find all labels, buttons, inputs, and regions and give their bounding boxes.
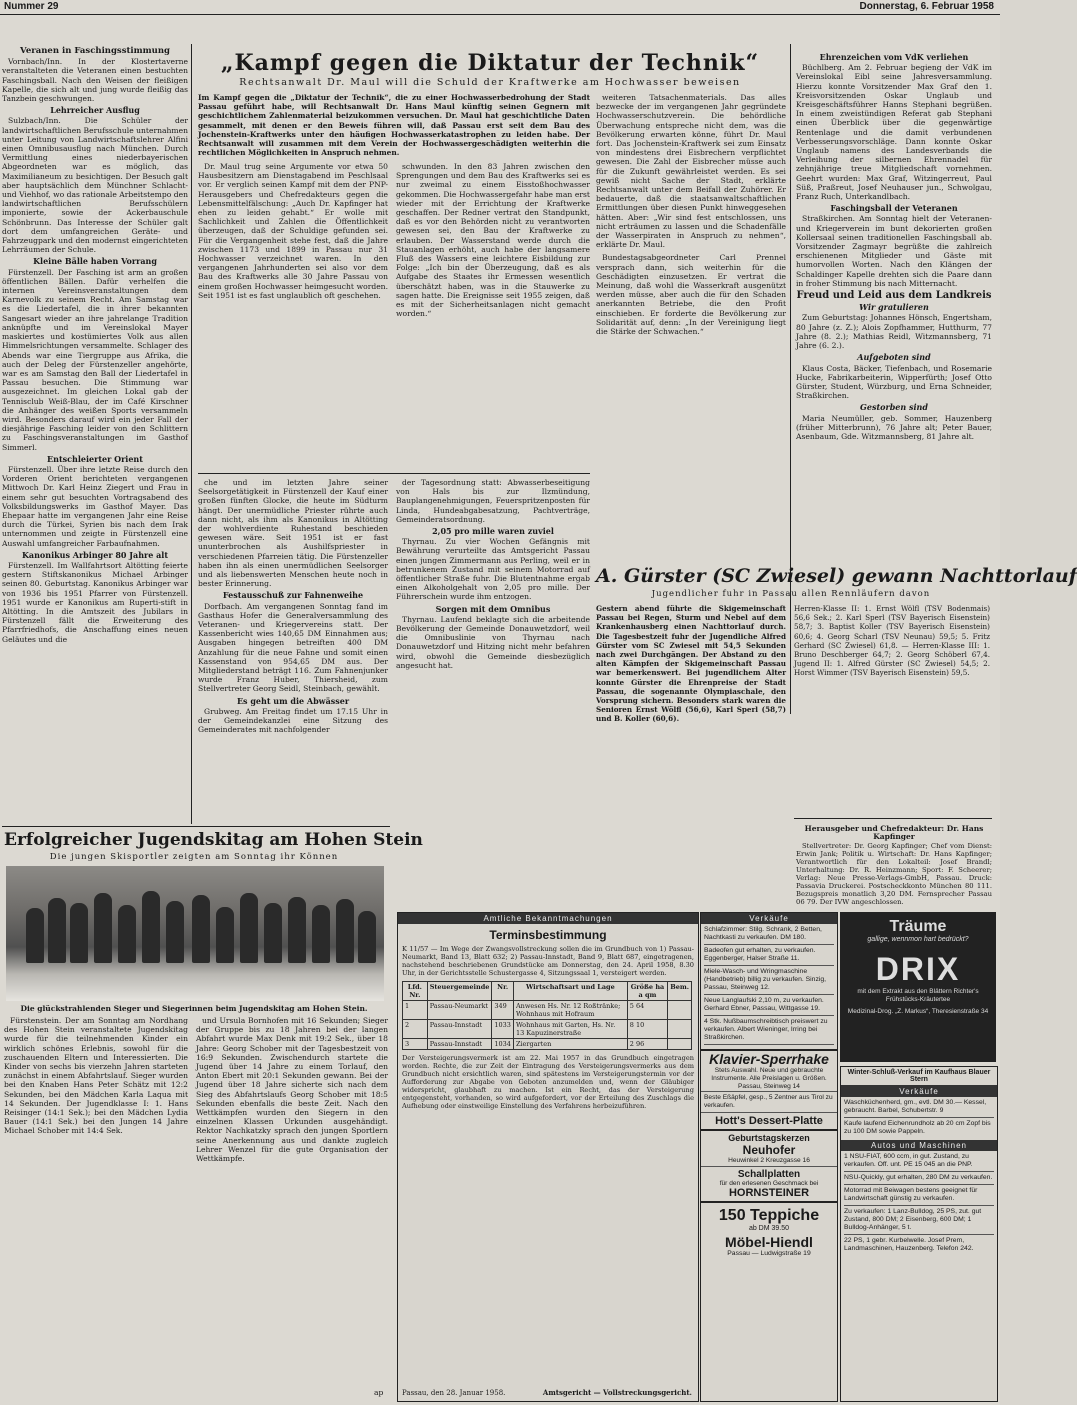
- records-ad: Schallplatten: [737, 1169, 801, 1180]
- classified-ad: Motorrad mit Beiwagen bestens geeignet für Landwirtschaft günstig zu verkaufen.: [844, 1185, 994, 1206]
- classified-ad: Zu verkaufen: 1 Lanz-Bulldog, 25 PS, zut. gut Zustand, 800 DM; 2 Eisenberg, 600 DM; 1 Bulldog-Anhänger, 5 t.: [844, 1206, 994, 1235]
- article-text: schwunden. In den 83 Jahren zwischen den Sprengungen und dem Bau des Kraftwerks sei es nur zweimal zu einem Eisstoßhochwasser gekommen. Die Hochwassergefahr habe man erst wieder mit der Errichtung der Kraftwerke geschaffen. Der Redner vertrat den Standpunkt, daß es vor den Behörden nicht zu verantworten gewesen sei, den Bau der Kraftwerke zu erlauben. Der Wasserstand werde durch die Stauanlagen erhöht, auch habe der langsamere Fluß des Wassers eine leichtere Eisbildung zur Folge: „Ich bin der Überzeugung, daß es als Aufgabe des Staates ihr Ermessen wesentlich überschätzt haben, was in die Stauwerke zu sagen hatte. Die Ereignisse seit 1955 zeigen, daß es mit der Sicherheitsanlagen nicht gemacht worden.“: [396, 162, 590, 319]
- carpets-price: ab DM 39.50: [748, 1225, 790, 1232]
- hornsteiner-ad: HORNSTEINER: [701, 1187, 837, 1203]
- article-title: Festausschuß zur Fahnenweihe: [222, 590, 364, 601]
- classifieds-banner: Verkäufe: [701, 913, 837, 924]
- main-col-2: [396, 162, 590, 470]
- drix-ad: [840, 912, 996, 1062]
- article-text: Grubweg. Am Freitag findet um 17.15 Uhr in der Gemeindekanzlei eine Sitzung des Gemeinderates mit nachfolgender: [198, 706, 388, 735]
- article-text: der Tagesordnung statt: Abwasserbeseitigung von Hals bis zur Ilzmündung, Bauplangenehmigungen, Feuerspritzenposten für Linda, Hundeabgabesatzung, Pachtverträge, Gemeinderatsordnung.: [396, 478, 590, 524]
- main-subheadline: Rechtsanwalt Dr. Maul will die Schuld der Kraftwerke am Hochwasser beweisen: [239, 77, 741, 88]
- classified-ad: NSU-Quickly, gut erhalten, 280 DM zu verkaufen.: [844, 1172, 994, 1185]
- notice-table-cell: 5 64: [627, 1001, 667, 1020]
- right-column: [796, 50, 992, 555]
- main-col-1: [198, 162, 388, 470]
- notice-table-cell: 2: [403, 1020, 428, 1039]
- notice-table-cell: Passau-Neumarkt: [427, 1001, 492, 1020]
- article-text: Thyrnau. Laufend beklagte sich die arbeitende Bevölkerung der Gemeinde Donauwetzdorf, weil die Omnibuslinie von Thyrnau nach Donauwetzdorf und Hitzing nicht mehr befahren wird, obwohl die Gemeinde diesbezüglich angesucht hat.: [396, 614, 590, 670]
- classified-ad: Waschküchenherd, gm., evtl. DM 30.— Kessel, gebraucht. Barbel, Schubertstr. 9: [844, 1099, 994, 1118]
- imprint-text: Stellvertreter: Dr. Georg Kapfinger; Chef vom Dienst: Erwin Jank; Politik u. Wirtschaft: Dr. Hans Kapfinger; Verantwortlich für den Lokalteil: Josef Brandl; Unterhaltung: Dr. R. Heinzmann; Sport: F. Scheerer; Verlag: Neue Presse-Verlags-GmbH, Passau. Druck: Passavia Druckerei. Postscheckkonto München 80 111. Bezugspreis monatlich 3,20 DM. Fernsprecher Passau 06 79. Der IVW angeschlossen.: [796, 842, 992, 906]
- imprint: [796, 822, 992, 904]
- classified-ad: Miele-Wasch- und Wringmaschine (Handbetrieb) billig zu verkaufen. Sinzig, Passau, Steinweg 12.: [704, 966, 834, 995]
- drix-subtitle: mit dem Extrakt aus den Blättern Richter's Frühstücks-Kräutertee: [857, 988, 979, 1003]
- classified-ad: Kaufe laufend Eichenrundholz ab 20 cm Zopf bis zu 100 DM sowie Pappeln.: [844, 1120, 991, 1135]
- classified-ad: Beste Eßäpfel, gesp., 5 Zentner aus Tirol zu verkaufen.: [701, 1092, 837, 1113]
- classified-ad: 4 Stk. Nußbaumschreibtisch preiswert zu verkaufen. Albert Wieninger, Irring bei Straßkirchen.: [704, 1016, 834, 1045]
- article-title: Veranen in Faschingsstimmung: [20, 46, 170, 56]
- article-subtitle: Gestorben sind: [860, 402, 928, 413]
- article-text: und Ursula Bornhofen mit 16 Sekunden; Sieger der Gruppe bis zu 18 Jahren bei der langen Abfahrt wurde Max Denk mit 19:2 Sek., über 18 Jahre: Georg Schober mit der Tagesbestzeit von 16:9 Sekunden. Zwischendurch startete die Jugend über 14 Jahre zu einem Torlauf, den Anton Ebert mit 20:1 Sekunden gewann. Bei der Jugend über 18 Jahre sicherte sich nach dem Sieg des Abfahrtslaufs Georg Schober mit 18:5 Sekunden ebenfalls die beste Zeit. Nach den Wettkämpfen wurden den Siegern in den einzelnen Klassen Urkunden ausgehändigt. Rektor Nachkatzky sprach den jungen Sportlern seine Anerkennung aus und dankte zugleich Lehrer Wenzel für die gute Organisation der Wettkämpfe.: [196, 1016, 388, 1164]
- sport-headline: Erfolgreicher Jugendskitag am Hohen Stein: [4, 830, 423, 850]
- classifieds: [700, 912, 838, 1402]
- notice-table-cell: Wohnhaus mit Garten, Hs. Nr. 13 Kapuzinerstraße: [513, 1020, 627, 1039]
- article-text: Vornbach/Inn. In der Klostertaverne veranstalteten die Veteranen einen bestuchten Faschingsball. Nach den Weisen der fleißigen Kapelle, die sich alt und jung wurde fleißig das Tanzbein geschwungen.: [2, 57, 188, 104]
- article-title: Ehrenzeichen vom VdK verliehen: [819, 52, 969, 62]
- main-headline: „Kampf gegen die Diktatur der Technik“: [220, 50, 760, 76]
- classified-ad: Neue Langlaufski 2,10 m, zu verkaufen. Gerhard Ebner, Passau, Wittgasse 19.: [704, 995, 834, 1016]
- article-text: Thyrnau. Zu vier Wochen Gefängnis mit Bewährung verurteilte das Amtsgericht Passau einen jungen Zimmermann aus Perling, weil er in betrunkenem Zustand mit seinem Motorrad auf öffentlicher Straße fuhr. Die Blutentnahme ergab einen Alkoholgehalt von 2,05 pro mille. Der Führerschein wurde ihm entzogen.: [396, 537, 590, 602]
- notice-table-cell: Passau-Innstadt: [427, 1020, 492, 1039]
- article-title: Es geht um die Abwässer: [236, 695, 350, 706]
- ski-subheadline: Jugendlicher fuhr in Passau allen Rennläufern davon: [651, 589, 931, 599]
- notice-body: Der Versteigerungsvermerk ist am 22. Mai 1957 in das Grundbuch eingetragen worden. Rechte, die zur Zeit der Eintragung des Versteigerungsvermerks aus dem Grundbuch nicht ersichtlich waren, sind spätestens im Versteigerungstermin vor der Aufforderung zur Abgabe von Geboten anzumelden und, wenn der Gläubiger widerspricht, glaubhaft zu machen. Ist ein Recht, das der Versteigerung entgegensteht, vorhanden, so wird aufgefordert, vor der Erteilung des Zuschlags die Aufhebung oder einstweilige Einstellung des Verfahrens herbeizuführen.: [402, 1054, 694, 1110]
- notice-table-row: [403, 1020, 692, 1039]
- neuhofer-ad: Neuhofer: [742, 1143, 796, 1157]
- notice-table-header: Bem.: [668, 982, 692, 1001]
- drix-tagline: gallige, wennmon hart bedrückt?: [867, 936, 969, 943]
- lower-col-2: [396, 478, 590, 896]
- drix-pharmacy: Medizinal-Drog. „Z. Markus“, Theresienstraße 34: [847, 1008, 989, 1015]
- page-number: Nummer 29: [4, 1, 59, 12]
- official-notice: [397, 912, 699, 1402]
- classified-ad: 1 NSU-FIAT, 600 ccm, in gut. Zustand, zu verkaufen. Off. unt. PE 15 045 an die PNP.: [844, 1153, 994, 1172]
- page-header: [0, 0, 1000, 14]
- main-lead: Im Kampf gegen die „Diktatur der Technik“, die zu einer Hochwasserbedrohung der Stadt Passau geführt habe, will Rechtsanwalt Dr. Hans Maul künftig seinen Gegnern mit geschichtlichem Zahlenmaterial beizukommen versuchen. Dr. Maul hat geschichtliche Daten gesammelt, mit denen er den Beweis führen will, daß Passau erst seit dem Bau des Jochenstein-Kraftwerks unter den häufigen Hochwasserkatastrophen zu leiden habe. Der Rechtsanwalt will zusammen mit dem Verein der Hochwassergeschädigten weiterhin die rechtlichen Möglichkeiten in Anspruch nehmen.: [198, 93, 590, 158]
- article-text: che und im letzten Jahre seiner Seelsorgetätigkeit in Fürstenzell der Kauf einer großen fünften Glocke, die heute im Südturm hängt. Der unermüdliche Priester rührte auch dann nicht, als ihm als Kanonikus in Altötting der wohlverdiente Ruhestand beschieden gewesen wäre. Seit 1951 ist er fast ununterbrochen als Aushilfspriester in verschiedenen Pfarreien tätig. Die Fürstenzeller haben ihn als einen unermüdlichen Seelsorger und als liebenswerten Menschen heute noch in bester Erinnerung.: [198, 478, 388, 589]
- page-date: Donnerstag, 6. Februar 1958: [859, 1, 994, 12]
- article-title: Faschingsball der Veteranen: [830, 203, 958, 214]
- notice-table-cell: [668, 1020, 692, 1039]
- article-text: Fürstenzell. Der Fasching ist arm an großen öffentlichen Bällen. Dafür verhelfen die internen Vereinsveranstaltungen dem Karnevolk zu seinem Recht. Am Samstag war es die Liedertafel, die in ihrer bekannten Sangesart wieder an ihre jahrelange Tradition anknüpfte und im Vereinslokal Mayer maskiertes und kostümiertes Volk aus allen Himmelsrichtungen versammelte. Schlager des Abends war eine Tiergruppe aus Afrika, die auch der Deleg der Fürstenzeller angehörte, war es am Samstag den Ball der Liedertafel in Passau besuchen. Die Stimmung war ausgezeichnet. Im gleichen Lokal gab der Tennisclub Weiß-Blau, der im Café Kirschner die Anhänger des weißen Sports versammeln wird. Besonders darauf wird ein jeder Fall der diesjährige Fasching leider von den Schlittern zu Faschingsveranstaltungen im Gasthof Simmerl.: [2, 267, 188, 452]
- article-text: Fürstenzell. Im Wallfahrtsort Altötting feierte gestern Stiftskanonikus Michael Arbinger seinen 80. Geburtstag. Kanonikus Arbinger war von 1936 bis 1951 Pfarrer von Fürstenzell. 1951 wurde er Kanonikus am Ruperti-stift in Altötting. In die Amtszeit des Jubilars in Fürstenzell fällt die Erweiterung des Pfarrfriedhofs, die Anschaffung eines neuen Geläutes und die: [2, 560, 188, 644]
- notice-table-cell: Passau-Innstadt: [427, 1039, 492, 1050]
- classified-ad: Schlafzimmer: Stilg. Schrank, 2 Betten, Nachtkasti zu verkaufen. DM 180.: [704, 926, 834, 945]
- article-text: Maria Neumüller, geb. Sommer, Hauzenberg (früher Mitterbrunn), 76 Jahre alt; Peter Bauer, Asenbaum, Gde. Witzmannsberg, 81 Jahre alt.: [796, 413, 992, 441]
- notice-table-cell: 1034: [492, 1039, 514, 1050]
- notice-banner: Amtliche Bekanntmachungen: [398, 913, 698, 924]
- main-col-3: [596, 93, 786, 553]
- notice-table: [402, 981, 692, 1050]
- imprint-title: Herausgeber und Chefredakteur: Dr. Hans Kapfinger: [804, 824, 984, 841]
- notice-table-cell: [668, 1001, 692, 1020]
- ski-body: Gestern abend führte die Skigemeinschaft Passau bei Regen, Sturm und Nebel auf dem Krankenhausberg einen Nachttorlauf durch. Die Tagesbestzeit fuhr der Jugendliche Alfred Gürster vom SC Zwiesel mit 54,5 Sekunden nach zwei Durchgängen. Der Abstand zu den alten Kämpfen der Skigemeinschaft Passau war bemerkenswert. Bei jugendlichem Alter konnte Gürster die Ehrenpreise der Stadt Passau, die sogenannte Olympiaschale, den Vorsprung sichern. Besonders stark waren die Senioren Ernst Wölfl (56,6), Karl Sperl (58,7) und B. Koller (60,6).: [596, 604, 786, 724]
- notice-table-header: Größe ha a qm: [627, 982, 667, 1001]
- klavier-ad-text: Stets Auswahl. Neue und gebrauchte Instrumente. Alle Preislagen u. Größen. Passau, Steinweg 14: [701, 1067, 837, 1092]
- article-text: Sulzbach/Inn. Die Schüler der landwirtschaftlichen Berufsschule unternahmen unter Leitung von Landwirtschaftslehrer Alfini einen Omnibusausflug nach München. Durch Vermittlung eines niederbayerischen Abgeordneten war es möglich, das Maximilianeum zu besichtigen. Der Besuch galt aber hauptsächlich dem Münchner Schlacht- und Viehhof, wo das rationale Arbeitstempo den landwirtschaftlichen Berufsschülern imponierte, sowie der Ackerbauschule Schönbrunn. Das Interesse der Schüler galt dort dem umfangreichen Geräte- und Fahrzeugpark und den modernst eingerichteten Lehrräumen der Schule.: [2, 116, 188, 255]
- notice-date: Passau, den 28. Januar 1958.: [402, 1389, 506, 1397]
- notice-table-row: [403, 1039, 692, 1050]
- article-title: Entschleierter Orient: [47, 453, 143, 464]
- drix-logo: DRIX: [875, 951, 961, 987]
- article-title: Sorgen mit dem Omnibus: [435, 603, 551, 614]
- notice-table-header: Steuergemeinde: [427, 982, 492, 1001]
- ski-results: Herren-Klasse II: 1. Ernst Wölfl (TSV Bodenmais) 56,6 Sek.; 2. Karl Sperl (TSV Bayerisch Eisenstein) 58,7; 3. Baptist Koller (TSV Bayerisch Eisenstein) 60,6; 4. Georg Scharl (TSV Neunau) 59,5; 5. Fritz Gerhard (SC Zwiesel) 61,8. — Herren-Klasse III: 1. Bruno Deschberger 64,7; 2. Georg Schöberl 67,4. Jugend II: 1. Alfred Gürster (SC Zwiesel) 54,5; 2. Horst Wimmer (TSV Bayerisch Eisenstein) 59,5.: [794, 604, 990, 678]
- furniture-address: Passau — Ludwigstraße 19: [727, 1250, 811, 1257]
- notice-table-cell: 1033: [492, 1020, 514, 1039]
- article-title: Kleine Bälle haben Vorrang: [33, 256, 157, 267]
- notice-table-header: Nr.: [492, 982, 514, 1001]
- article-text: Büchlberg. Am 2. Februar begieng der VdK im Vereinslokal Eibl seine Jahresversammlung. Hierzu konnte Vorsitzender Max Graf den 1. Kreisvorsitzenden Oskar Unglaub und Kreisgeschäftsführer Hanns Stephani begrüßen. In einem zweistündigen Referat gab Stephani einen Überblick über die gegenwärtige Rentenlage und die damit verbundenen Verbesserungsvorschläge. Dann konnte Oskar Unglaub namens des Landesverbands die Verleihung der silbernen Ehrennadel für zehnjährige treue Mitgliedschaft vornehmen. Geehrt wurden: Max Graf, Witzingerreut, Paul Süß, Praßreut, Josef Neuhauser jun., Schwolgau, Franz Ruch, Unterkandlbach.: [796, 63, 992, 202]
- notice-table-cell: Anwesen Hs. Nr. 12 Roßtränke; Wohnhaus mit Hofraum: [513, 1001, 627, 1020]
- sport-col-2: [196, 1016, 388, 1386]
- article-title: 2,05 pro mille waren zuviel: [432, 526, 554, 537]
- ski-headline: A. Gürster (SC Zwiesel) gewann Nachttorlauf: [596, 565, 1077, 587]
- article-title: Freud und Leid aus dem Landkreis: [796, 290, 992, 302]
- article-text: Zum Geburtstag: Johannes Hönsch, Engertsham, 80 Jahre (z. Z.); Alois Zopfhammer, Hutthurm, 77 Jahre (8. 2.); Mathias Reidl, Witzmannsberg, 71 Jahre (6. 2.).: [796, 313, 992, 351]
- article-text: Straßkirchen. Am Sonntag hielt der Veteranen- und Kriegerverein im bunt dekorierten großen Kollersaal seinen traditionellen Faschingsball ab. Vorsitzender Zagmayr begrüßte die zahlreich erschienenen Mitglieder und Gäste mit humorvollen Worten. Nach den Klängen der Schaldinger Kapelle drehten sich die Paare dann in froher Stimmung bis nach Mitternacht.: [796, 214, 992, 288]
- drix-headline: Träume: [889, 918, 947, 935]
- skiers-photo: [6, 866, 384, 1001]
- notice-title: Terminsbestimmung: [489, 928, 607, 942]
- left-column: [2, 44, 188, 819]
- notice-table-cell: [668, 1039, 692, 1050]
- neuhofer-address: Heuwinkel 2 Kreuzgasse 16: [701, 1157, 837, 1167]
- article-text: Bundestagsabgeordneter Carl Prennel versprach dann, sich weiterhin für die Geschädigten einzusetzen. Er vertrat die Meinung, daß wohl die Wasserkraft ausgenützt werden müsse, aber auch die für den Schaden anerkannten Betriebe, die den Profit einschieben. Er forderte die Bevölkerung zur Solidarität auf, denn: „In der Vereinigung liegt die Stärke der Schwachen.“: [596, 253, 786, 337]
- notice-table-header: Wirtschaftsart und Lage: [513, 982, 627, 1001]
- sport-author: ap: [374, 1388, 384, 1397]
- notice-table-cell: 1: [403, 1001, 428, 1020]
- notice-table-row: [403, 1001, 692, 1020]
- right-ads: [840, 1066, 998, 1402]
- article-text: Dorfbach. Am vergangenen Sonntag fand im Gasthaus Hofer die Generalversammlung des Veteranen- und Kriegervereins statt. Der Kassenbericht wies 140,65 DM Einnahmen aus; Ausgaben hingegen betreiften 400 DM Anzahlung für die neue Fahne und somit einen Kassenstand von 954,65 DM aus. Der Mitgliederstand beträgt 116. Zum Fahnenjunker wurde Franz Huber, Thiersheid, zum Stellvertreter Georg Seidl, Steinbach, gewählt.: [198, 601, 388, 694]
- carpets-ad: 150 Teppiche: [718, 1207, 820, 1224]
- notice-table-header: Lfd. Nr.: [403, 982, 428, 1001]
- article-text: Fürstenstein. Der am Sonntag am Nordhang des Hohen Stein veranstaltete Jugendskitag wurde für die teilnehmenden Kinder ein wirklich schönes Erlebnis, sowohl für die zuschauenden Eltern und Interessierten. Die Kinder von sechs bis vierzehn Jahren starteten zunächst in einem Abfahrtslauf. Sieger wurden bei den Knaben Hans Peter Schätz mit 12:2 Sekunden, bei den Mädchen Karla Laqua mit 14 Sekunden. Der Jugendklasse I: 1. Hans Reisinger (14:1 Sek.); bei den Mädchen Lydia Bauer (14:1 Sek.) bei den Jungen 14 Jahre Michael Schober mit 14:4 Sek.: [4, 1016, 188, 1136]
- article-title: Lehrreicher Ausflug: [50, 105, 140, 116]
- classified-ad: Badeofen gut erhalten, zu verkaufen. Eggenberger, Halser Straße 11.: [704, 945, 834, 966]
- furniture-ad: Möbel-Hiendl: [725, 1234, 813, 1250]
- classified-ad: 22 PS, 1 gebr. Kurbelwelle. Josef Prem, Landmaschinen, Hauzenberg. Telefon 242.: [844, 1237, 974, 1252]
- article-text: Dr. Maul trug seine Argumente vor etwa 50 Hausbesitzern am Dienstagabend im Peschlsaal vor. Er verglich seinen Kampf mit dem der PNP-Herausgebers und Chefredakteurs gegen die Lebensmittelfälschung: „Auch Dr. Kapfinger hat ehen zu leiden gehabt.“ Er wolle mit Sachlichkeit und Zahlen die Öffentlichkeit überzeugen, daß der Schuldige gefunden sei. Für die Vergangenheit stehe fest, daß die Jahre zwischen 1173 und 1899 in Passau nur 31 Hochwasser verzeichnet waren. In den vergangenen Jahrhunderten sei also vor dem Bau des Kraftwerks alle 30 Jahre Passau von einem großen Hochwasser heimgesucht worden. Seit 1951 ist es fast unglaublich oft geschehen.: [198, 162, 388, 300]
- notice-table-cell: 8 10: [627, 1020, 667, 1039]
- cars-banner: Autos und Maschinen: [841, 1140, 997, 1151]
- records-ad-sub: für den erlesenen Geschmack bei: [719, 1180, 819, 1187]
- notice-table-cell: 349: [492, 1001, 514, 1020]
- article-subtitle: Wir gratulieren: [859, 302, 929, 313]
- photo-caption: Die glückstrahlenden Sieger und Siegerinnen beim Jugendskitag am Hohen Stein.: [20, 1004, 368, 1013]
- sport-col-1: [4, 1016, 188, 1402]
- notice-table-cell: 2 96: [627, 1039, 667, 1050]
- article-text: Klaus Costa, Bäcker, Tiefenbach, und Rosemarie Hucke, Fabrikarbeiterin, Wipperfürth; Josef Otto Gürster, Student, Würzburg, und Erna Schneider, Straßkirchen.: [796, 363, 992, 401]
- notice-intro: K 11/57 — Im Wege der Zwangsvollstreckung sollen die im Grundbuch von 1) Passau-Neumarkt, Band 13, Blatt 632; 2) Passau-Innstadt, Band 9, Blatt 687, eingetragenen, nachstehend beschriebenen Grundstücke am Donnerstag, den 24. April 1958, 8.30 Uhr, in der Gerichtsstelle Schustergasse 4, Sitzungssaal 1, versteigert werden.: [402, 945, 694, 977]
- birthday-candles-ad: Geburtstagskerzen: [728, 1133, 810, 1143]
- hott-ad: Hott's Dessert-Platte: [701, 1113, 837, 1131]
- winter-sale-ad: Winter-Schluß-Verkauf im Kaufhaus Blauer Stern: [841, 1067, 997, 1086]
- notice-authority: Amtsgericht — Vollstreckungsgericht.: [542, 1388, 692, 1397]
- notice-table-cell: Ziergarten: [513, 1039, 627, 1050]
- article-title: Kanonikus Arbinger 80 Jahre alt: [21, 549, 169, 560]
- right-ads-banner: Verkäufe: [841, 1086, 997, 1097]
- notice-table-cell: 3: [403, 1039, 428, 1050]
- article-text: weiteren Tatsachenmaterials. Das alles bezwecke der im vergangenen Jahr gegründete Hochwasserschutzverein. Die behördliche Überwachung entspreche nicht dem, was die Bevölkerung erwarten könne, führt Dr. Maul fort. Das Jochenstein-Kraftwerk sei zum Einsatz von mindestens drei Eisbrechern verpflichtet gewesen. Die Zahl der Eisbrecher müsse auch für die Zukunft gewährleistet werden. Es sei gewiß nicht Sache der Stadt, erklärte Rechtsanwalt unter dem Beifall der Zuhörer. Er bedauerte, daß die staatsanwaltschaftlichen Ermittlungen über diesen Punkt hinweggesehen hätten. Aber: „Wir sind fest entschlossen, uns nicht erträumen zu lassen und die Schadenfälle der Wasserpiraten in Anspruch zu nehmen“, erklärte Dr. Maul.: [596, 93, 786, 250]
- article-text: Fürstenzell. Über ihre letzte Reise durch den Vorderen Orient berichteten vergangenen Mittwoch Dr. Karl Heinz Ziegert und Frau in einem sehr gut besuchten Vortragsabend des Volksbildungswerks im Gasthof Mayer. Das Ehepaar hatte im vergangenen Jahr eine Reise durch die Türkei, Syrien bis nach dem Irak unternommen und zeigte in Fürstenzell eine Auswahl umfangreicher Farbaufnahmen.: [2, 464, 188, 548]
- klavier-ad-title: Klavier-Sperrhake: [701, 1049, 837, 1067]
- sport-subheadline: Die jungen Skisportler zeigten am Sonntag ihr Können: [49, 852, 339, 862]
- article-subtitle: Aufgeboten sind: [857, 352, 931, 363]
